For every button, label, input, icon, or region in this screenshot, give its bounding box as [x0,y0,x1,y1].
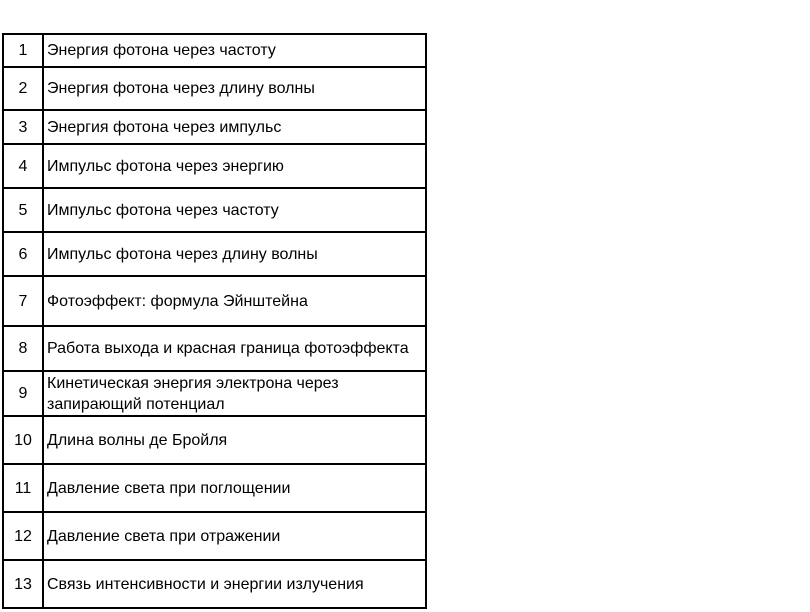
row-label: Давление света при поглощении [43,464,426,512]
row-number: 8 [3,326,43,371]
row-number: 4 [3,144,43,188]
row-label: Фотоэффект: формула Эйнштейна [43,276,426,326]
table-row [3,34,426,67]
table-row [3,464,426,512]
row-label: Длина волны де Бройля [43,416,426,464]
table-row [3,276,426,326]
row-label: Импульс фотона через частоту [43,188,426,232]
table-row [3,67,426,110]
row-label: Импульс фотона через энергию [43,144,426,188]
row-number: 6 [3,232,43,276]
table-row [3,512,426,560]
table-row [3,110,426,144]
row-label: Импульс фотона через длину волны [43,232,426,276]
row-number: 5 [3,188,43,232]
row-label: Энергия фотона через частоту [43,34,426,67]
table-row [3,232,426,276]
row-label: Связь интенсивности и энергии излучения [43,560,426,608]
row-number: 10 [3,416,43,464]
row-number: 13 [3,560,43,608]
table-row [3,371,426,416]
row-number: 9 [3,371,43,416]
row-number: 12 [3,512,43,560]
row-number: 2 [3,67,43,110]
table-row [3,560,426,608]
table-row [3,188,426,232]
row-label: Давление света при отражении [43,512,426,560]
row-label: Кинетическая энергия электрона через запирающий потенциал [43,371,426,416]
row-number: 11 [3,464,43,512]
table-row [3,416,426,464]
row-number: 7 [3,276,43,326]
formula-table [2,33,427,609]
row-label: Энергия фотона через длину волны [43,67,426,110]
table-row [3,326,426,371]
row-number: 1 [3,34,43,67]
row-number: 3 [3,110,43,144]
row-label: Энергия фотона через импульс [43,110,426,144]
table-row [3,144,426,188]
row-label: Работа выхода и красная граница фотоэффекта [43,326,426,371]
